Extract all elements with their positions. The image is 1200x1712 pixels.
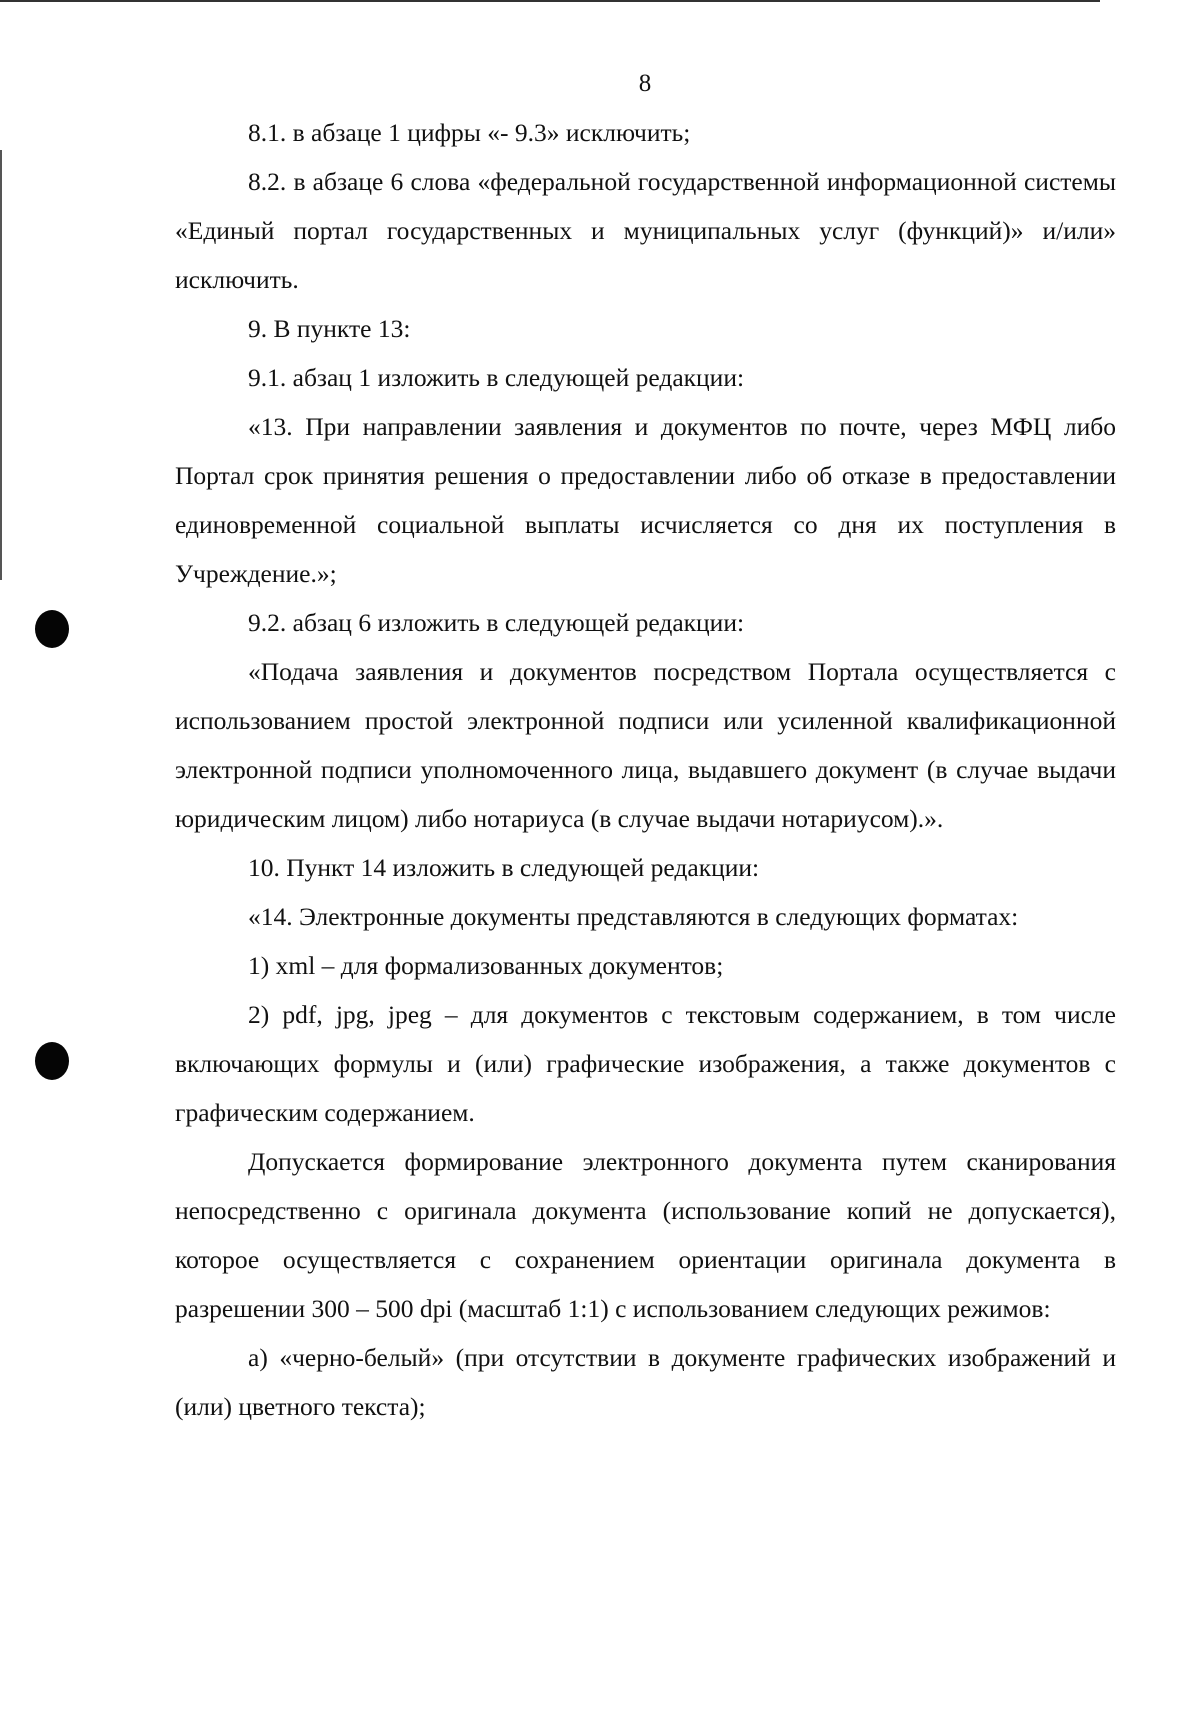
document-body	[175, 108, 1116, 1431]
paragraph-9-2: 9.2. абзац 6 изложить в следующей редакции:	[248, 608, 745, 637]
paragraph-quote-14: «14. Электронные документы представляются в следующих форматах:	[248, 902, 1019, 931]
paragraph-9-1: 9.1. абзац 1 изложить в следующей редакции:	[248, 363, 745, 392]
paragraph-9: 9. В пункте 13:	[248, 314, 411, 343]
scan-left-edge	[0, 150, 2, 580]
punch-hole-mark	[35, 1042, 69, 1080]
paragraph-8-2: 8.2. в абзаце 6 слова «федеральной государственной информационной системы «Единый портал государственных и муниципальных услуг (функций)» и/или» исключить.	[175, 167, 1116, 294]
paragraph-quote-13: «13. При направлении заявления и документов по почте, через МФЦ либо Портал срок принятия решения о предоставлении либо об отказе в предоставлении единовременной социальной выплаты исчисляется со дня их поступления в Учреждение.»;	[175, 412, 1116, 588]
paragraph-scanning: Допускается формирование электронного документа путем сканирования непосредственно с оригинала документа (использование копий не допускается), которое осуществляется с сохранением ориентации оригинала документа в разрешении 300 – 500 dpi (масштаб 1:1) с использованием следующих режимов:	[175, 1147, 1116, 1323]
paragraph-10: 10. Пункт 14 изложить в следующей редакции:	[248, 853, 760, 882]
paragraph-quote-portal: «Подача заявления и документов посредством Портала осуществляется с использованием простой электронной подписи или усиленной квалификационной электронной подписи уполномоченного лица, выдавшего документ (в случае выдачи юридическим лицом) либо нотариуса (в случае выдачи нотариусом).».	[175, 657, 1116, 833]
list-item-xml: 1) xml – для формализованных документов;	[248, 951, 724, 980]
scan-top-rule	[0, 0, 1100, 2]
paragraph-8-1: 8.1. в абзаце 1 цифры «- 9.3» исключить;	[248, 118, 691, 147]
list-item-black-white: а) «черно-белый» (при отсутствии в документе графических изображений и (или) цветного текста);	[175, 1343, 1116, 1421]
page-number: 8	[638, 70, 652, 97]
punch-hole-mark	[35, 610, 69, 648]
list-item-pdf: 2) pdf, jpg, jpeg – для документов с текстовым содержанием, в том числе включающих формулы и (или) графические изображения, а также документов с графическим содержанием.	[175, 1000, 1116, 1127]
